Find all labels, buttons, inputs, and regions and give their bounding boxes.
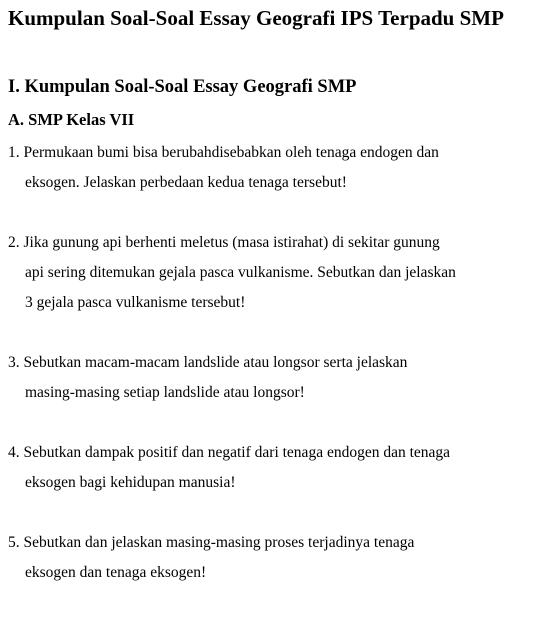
question-text: masing-masing setiap landslide atau longsor! <box>25 384 305 401</box>
document-title: Kumpulan Soal-Soal Essay Geografi IPS Terpadu SMP <box>8 6 504 30</box>
question-first-line <box>8 528 528 558</box>
question-item <box>8 138 528 198</box>
question-item <box>8 438 528 498</box>
section-heading: I. Kumpulan Soal-Soal Essay Geografi SMP <box>8 77 357 97</box>
question-text: 3 gejala pasca vulkanisme tersebut! <box>25 294 246 311</box>
question-number: 5. <box>8 534 20 551</box>
question-text: Permukaan bumi bisa berubahdisebabkan oleh tenaga endogen dan <box>23 144 439 161</box>
class-sub-heading: A. SMP Kelas VII <box>8 110 135 129</box>
question-list <box>8 138 528 618</box>
question-text: Sebutkan macam-macam landslide atau longsor serta jelaskan <box>23 354 408 371</box>
question-text: eksogen dan tenaga eksogen! <box>25 564 207 581</box>
question-first-line <box>8 348 528 378</box>
question-item <box>8 228 528 318</box>
question-number: 4. <box>8 444 20 461</box>
question-text: Sebutkan dan jelaskan masing-masing proses terjadinya tenaga <box>23 534 415 551</box>
question-first-line <box>8 438 528 468</box>
question-text: Jika gunung api berhenti meletus (masa istirahat) di sekitar gunung <box>23 234 440 251</box>
question-item <box>8 528 528 588</box>
question-item <box>8 348 528 408</box>
question-text: eksogen. Jelaskan perbedaan kedua tenaga tersebut! <box>25 174 347 191</box>
question-number: 1. <box>8 144 20 161</box>
question-text: Sebutkan dampak positif dan negatif dari tenaga endogen dan tenaga <box>23 444 451 461</box>
question-first-line <box>8 138 528 168</box>
question-first-line <box>8 228 528 258</box>
question-number: 2. <box>8 234 20 251</box>
question-number: 3. <box>8 354 20 371</box>
question-text: api sering ditemukan gejala pasca vulkanisme. Sebutkan dan jelaskan <box>25 264 456 281</box>
question-text: eksogen bagi kehidupan manusia! <box>25 474 236 491</box>
